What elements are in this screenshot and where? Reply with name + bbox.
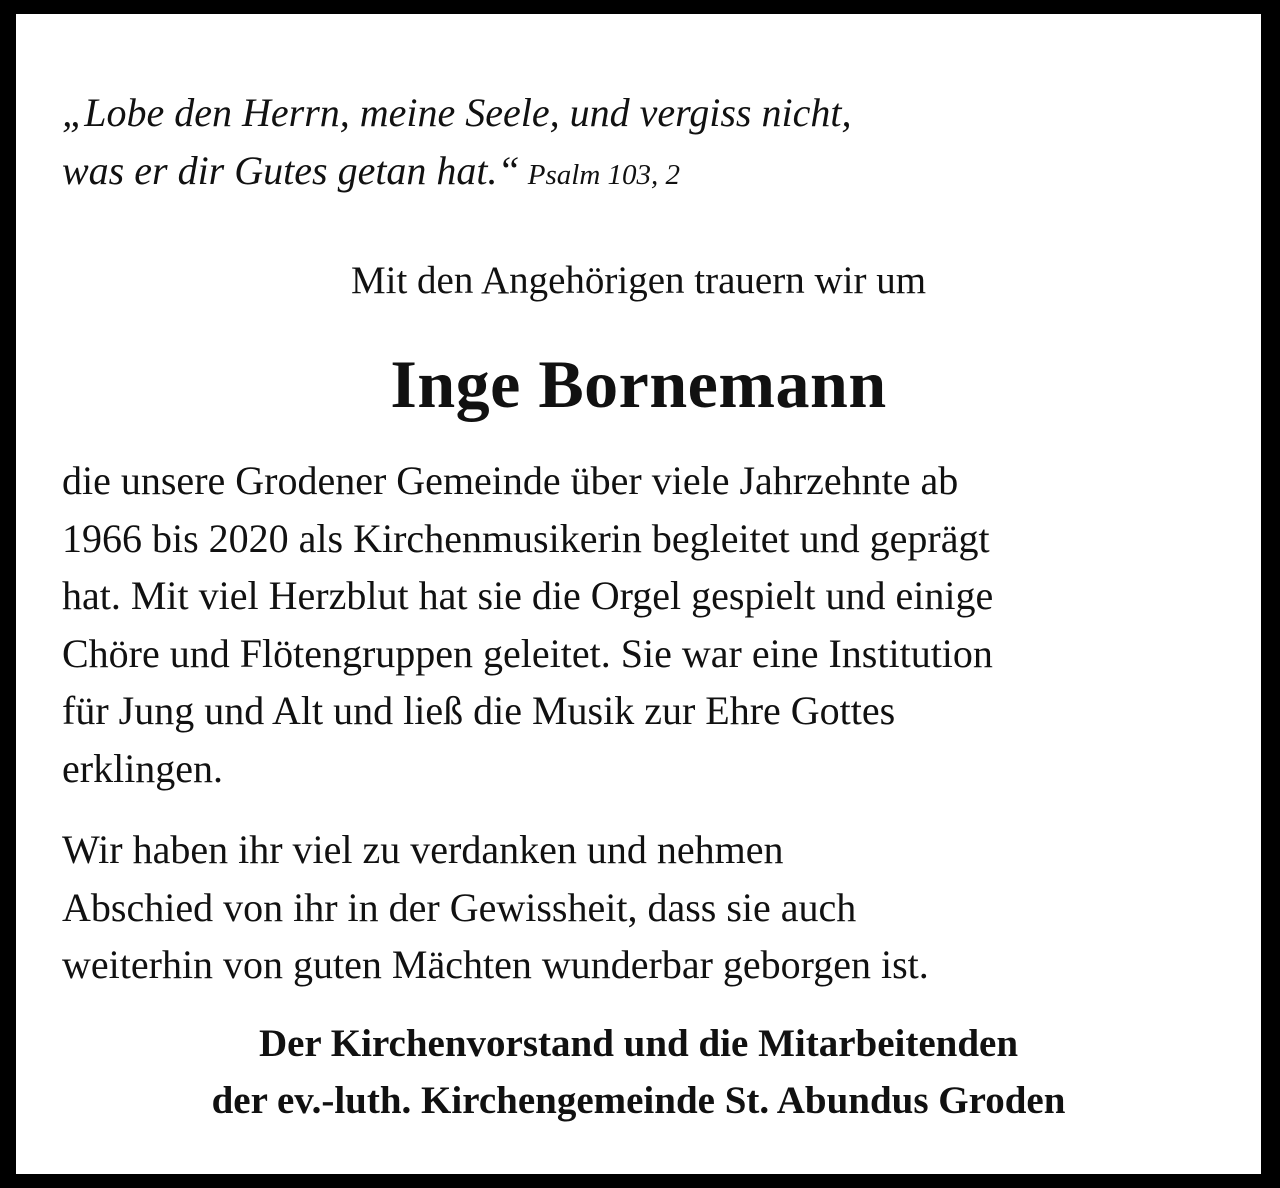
quote-line-2-text: was er dir Gutes getan hat.“ bbox=[62, 148, 520, 193]
tribute-paragraph-2 bbox=[62, 821, 929, 994]
paragraph-line: weiterhin von guten Mächten wunderbar geborgen ist. bbox=[62, 942, 929, 987]
tribute-paragraph-1 bbox=[62, 452, 993, 797]
quote-line-2 bbox=[62, 142, 851, 204]
signature-line-2: der ev.-luth. Kirchengemeinde St. Abundus Groden bbox=[211, 1079, 1066, 1122]
bible-quote bbox=[62, 84, 851, 204]
paragraph-line: Abschied von ihr in der Gewissheit, dass sie auch bbox=[62, 884, 857, 930]
paragraph-line: Wir haben ihr viel zu verdanken und nehmen bbox=[62, 827, 784, 872]
paragraph-line: hat. Mit viel Herzblut hat sie die Orgel gespielt und einige bbox=[62, 573, 994, 618]
paragraph-line: für Jung und Alt und ließ die Musik zur Ehre Gottes bbox=[62, 688, 896, 733]
signature-line-1: Der Kirchenvorstand und die Mitarbeitenden bbox=[258, 1022, 1019, 1065]
quote-reference: Psalm 103, 2 bbox=[527, 159, 681, 191]
paragraph-line: die unsere Grodener Gemeinde über viele Jahrzehnte ab bbox=[62, 458, 959, 503]
intro-text: Mit den Angehörigen trauern wir um bbox=[350, 259, 927, 302]
signature-block bbox=[16, 1015, 1261, 1129]
deceased-name: Inge Bornemann bbox=[390, 346, 887, 422]
paragraph-line: erklingen. bbox=[62, 745, 224, 791]
quote-line-1: „Lobe den Herrn, meine Seele, und vergiss nicht, bbox=[62, 90, 852, 135]
paragraph-line: Chöre und Flötengruppen geleitet. Sie war eine Institution bbox=[62, 630, 993, 676]
paragraph-line: 1966 bis 2020 als Kirchenmusikerin begleitet und geprägt bbox=[62, 515, 990, 561]
